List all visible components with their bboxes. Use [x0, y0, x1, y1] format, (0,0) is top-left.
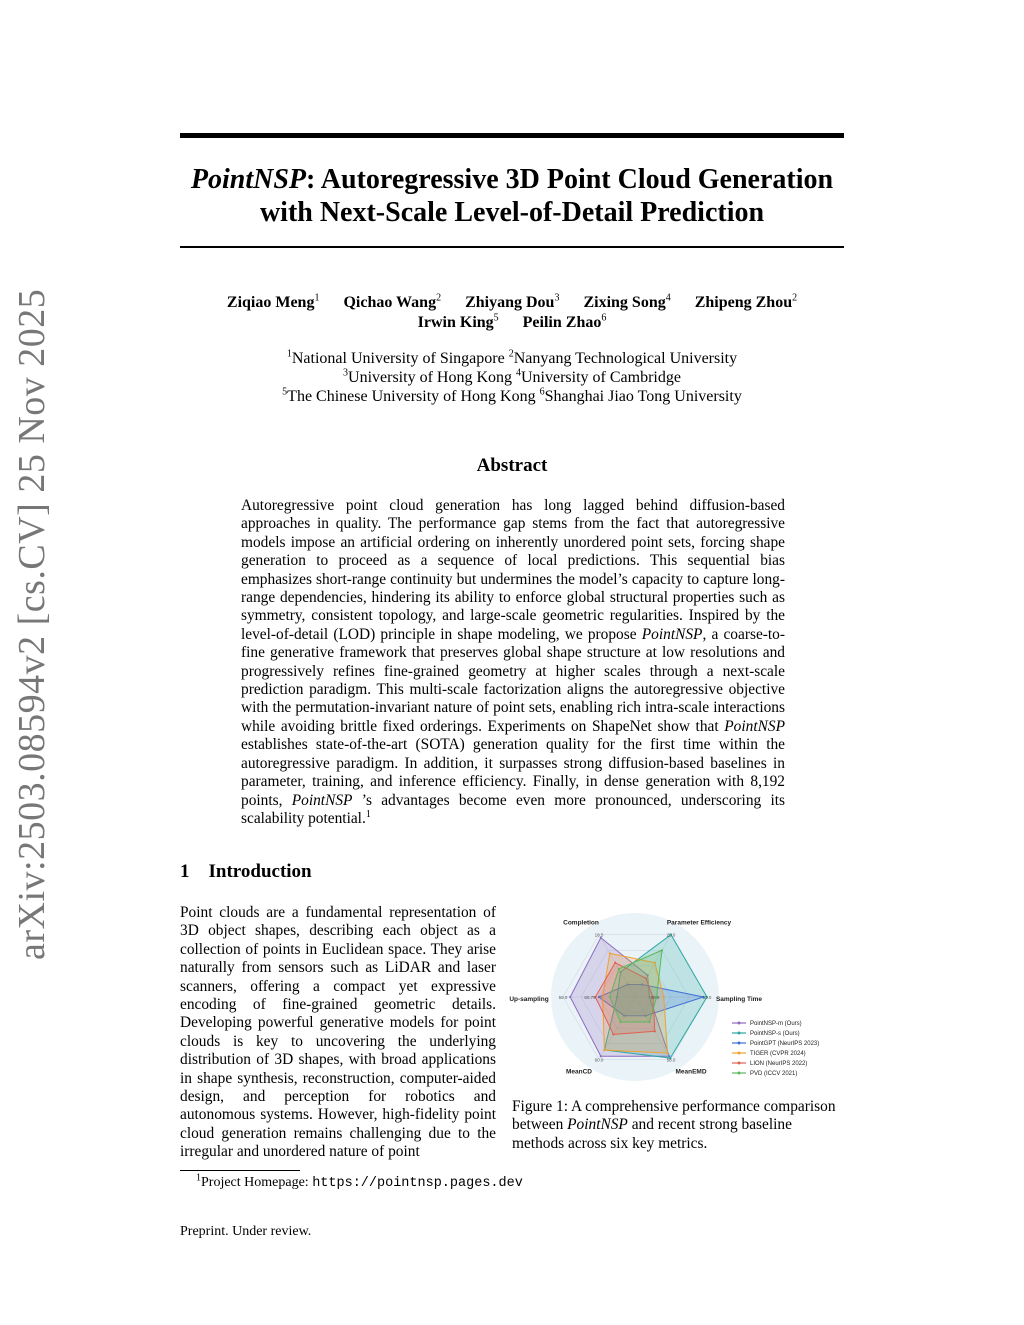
- preprint-footer: Preprint. Under review.: [180, 1224, 312, 1239]
- radar-legend: [732, 1021, 819, 1077]
- introduction-text: Point clouds are a fundamental representation of 3D object shapes, describing each object as a collection of points in Euclidean space. They arise naturally from sensors such as LiDAR and laser scanners, offering a compact yet expressive encoding of fine-grained geometric details. Developing powerful generative models for point clouds is key to uncovering the underlying distribution of 3D shapes, with broad applications in shape synthesis, reconstruction, computer-aided design, and perception for robotics and autonomous systems. However, high-fidelity point cloud generation remains challenging due to the irregular and unordered nature of point: [180, 904, 496, 1161]
- radar-ring-label: 60.79: [584, 995, 596, 1000]
- radar-point: [569, 996, 571, 998]
- author-name: Qichao Wang$^2$: [343, 292, 442, 311]
- legend-label: PointNSP-s (Ours): [750, 1031, 800, 1037]
- author-affiliation-mark: 2: [792, 292, 798, 304]
- legend-marker: [738, 1022, 741, 1025]
- radar-point: [612, 1033, 614, 1035]
- affiliation-number: 4: [516, 367, 521, 379]
- caption-method-name: PointNSP: [567, 1116, 628, 1134]
- affiliation-name: University of Hong Kong: [348, 369, 516, 386]
- top-rule: [180, 133, 844, 138]
- affiliation-number: 5: [282, 386, 288, 398]
- caption-text: and recent strong baseline methods across six key metrics.: [512, 1116, 792, 1152]
- affiliation-number: 1: [286, 348, 292, 360]
- radar-tick-label: 60.0: [594, 1057, 604, 1063]
- authors-row-2: [180, 314, 844, 332]
- legend-marker: [738, 1072, 741, 1075]
- radar-axis-label: MeanCD: [565, 1068, 593, 1076]
- radar-point: [620, 1021, 622, 1023]
- radar-axis-label: MeanEMD: [675, 1068, 707, 1076]
- abstract-body: [241, 497, 785, 828]
- authors-row-1: [180, 294, 844, 312]
- affiliation-name: National University of Singapore: [291, 350, 509, 367]
- legend-label: PVD (ICCV 2021): [750, 1071, 798, 1077]
- radar-point: [614, 962, 616, 964]
- legend-label: PointNSP-m (Ours): [750, 1021, 802, 1027]
- affiliations: [180, 349, 844, 406]
- abstract-heading: Abstract: [476, 455, 548, 476]
- legend-marker: [738, 1042, 741, 1045]
- affiliation-line: [180, 387, 844, 406]
- radar-point: [666, 1052, 668, 1054]
- radar-point: [609, 996, 611, 998]
- project-homepage-link[interactable]: https://pointnsp.pages.dev: [312, 1176, 523, 1191]
- author-name: Ziqiao Meng$^1$: [226, 292, 320, 311]
- radar-tick-label: 18.5: [594, 932, 604, 938]
- author-affiliation-mark: 2: [436, 292, 442, 304]
- arxiv-identifier: arXiv:2503.08594v2 [cs.CV] 25 Nov 2025: [11, 288, 53, 960]
- author-affiliation-mark: 6: [601, 312, 607, 324]
- figure-caption: [512, 1098, 846, 1153]
- radar-tick-label: 59.0: [558, 995, 568, 1000]
- method-name: PointNSP: [641, 625, 703, 643]
- radar-tick-label: 25.0: [666, 932, 676, 938]
- legend-marker: [738, 1052, 741, 1055]
- affiliation-number: 3: [343, 367, 349, 379]
- title-method-name: PointNSP: [190, 164, 307, 195]
- legend-label: TIGER (CVPR 2024): [750, 1051, 806, 1057]
- radar-point: [663, 996, 665, 998]
- affiliation-name: Nanyang Technological University: [513, 350, 738, 367]
- author-affiliation-mark: 1: [314, 292, 320, 304]
- method-name: PointNSP: [291, 791, 353, 809]
- caption-text: Figure 1: A comprehensive performance comparison between: [512, 1098, 836, 1134]
- radar-axis-label: Completion: [563, 919, 599, 927]
- section-heading: [180, 861, 312, 883]
- legend-marker: [738, 1032, 741, 1035]
- section-title: Introduction: [208, 861, 312, 882]
- affiliation-line: [180, 349, 844, 368]
- author-name: Peilin Zhao$^6$: [522, 312, 607, 331]
- author-name: Zhiyang Dou$^3$: [465, 292, 560, 311]
- radar-axis-label: Parameter Efficiency: [666, 919, 732, 927]
- section-number: 1: [180, 861, 190, 882]
- radar-ring-label: 69.9: [650, 995, 660, 1000]
- affiliation-line: [180, 368, 844, 387]
- radar-axis-label: Sampling Time: [715, 996, 763, 1003]
- radar-point: [648, 1021, 650, 1023]
- footnote-rule: [180, 1170, 300, 1171]
- footnote-mark: 1: [365, 808, 371, 820]
- abstract-text: , a coarse-to-fine generative framework that preserves global shape structure at low resolutions and progressively refines fine-grained geometry at higher scales through a next-scale prediction paradigm. This multi-scale factorization aligns the autoregressive objective with the permutation-invariant nature of point sets, enabling rich intra-scale interactions while avoiding brittle fixed orderings. Experiments on ShapeNet show that: [241, 625, 786, 735]
- affiliation-name: University of Cambridge: [521, 369, 681, 386]
- radar-point: [609, 952, 611, 954]
- radar-tick-label: 55.0: [702, 995, 712, 1000]
- radar-point: [603, 1049, 605, 1051]
- footnote: [196, 1172, 523, 1191]
- radar-axis-label: Up-sampling: [509, 996, 549, 1003]
- affiliation-number: 2: [508, 348, 514, 360]
- method-name: PointNSP: [724, 717, 785, 735]
- abstract-text: establishes state-of-the-art (SOTA) generation quality for the first time within the autoregressive paradigm. In addition, it surpasses strong diffusion-based baselines in parameter, training, and inference efficiency. Finally, in dense generation with 8,192 points,: [241, 736, 785, 809]
- author-affiliation-mark: 5: [493, 312, 499, 324]
- affiliation-name: The Chinese University of Hong Kong: [287, 388, 540, 405]
- radar-chart: [508, 905, 848, 1085]
- affiliation-name: Shanghai Jiao Tong University: [544, 388, 742, 405]
- title-line2: with Next-Scale Level-of-Detail Prediction: [259, 197, 765, 228]
- affiliation-number: 6: [539, 386, 545, 398]
- radar-point: [618, 968, 620, 970]
- author-name: Irwin King$^5$: [417, 312, 499, 331]
- legend-marker: [738, 1062, 741, 1065]
- abstract-text: ’s advantages become even more pronounced, underscoring its scalability potential.: [241, 791, 786, 827]
- legend-label: LION (NeurIPS 2022): [750, 1061, 808, 1067]
- title-line1-rest: : Autoregressive 3D Point Cloud Generation: [306, 164, 834, 195]
- author-affiliation-mark: 3: [554, 292, 560, 304]
- footnote-number: 1: [196, 1172, 201, 1184]
- author-name: Zixing Song$^4$: [583, 292, 671, 311]
- abstract-text: Autoregressive point cloud generation has long lagged behind diffusion-based approaches in quality. The performance gap stems from the fact that autoregressive models impose an artificial ordering on inherently unordered point sets, forcing shape generation to proceed as a sequence of local predictions. This sequential bias emphasizes short-range continuity but undermines the model’s capacity to capture long-range dependencies, hindering its ability to enforce global structural properties such as symmetry, consistent topology, and large-scale geometric regularities. Inspired by the level-of-detail (LOD) principle in shape modeling, we propose: [241, 497, 785, 643]
- radar-tick-label: 58.0: [666, 1057, 676, 1063]
- author-affiliation-mark: 4: [665, 292, 671, 304]
- title-bottom-rule: [180, 246, 844, 248]
- footnote-label: Project Homepage:: [201, 1175, 313, 1190]
- author-name: Zhipeng Zhou$^2$: [694, 292, 798, 311]
- paper-title: [180, 163, 844, 229]
- legend-label: PointGPT (NeurIPS 2023): [750, 1041, 820, 1047]
- radar-point: [654, 1030, 656, 1032]
- radar-point: [661, 949, 663, 951]
